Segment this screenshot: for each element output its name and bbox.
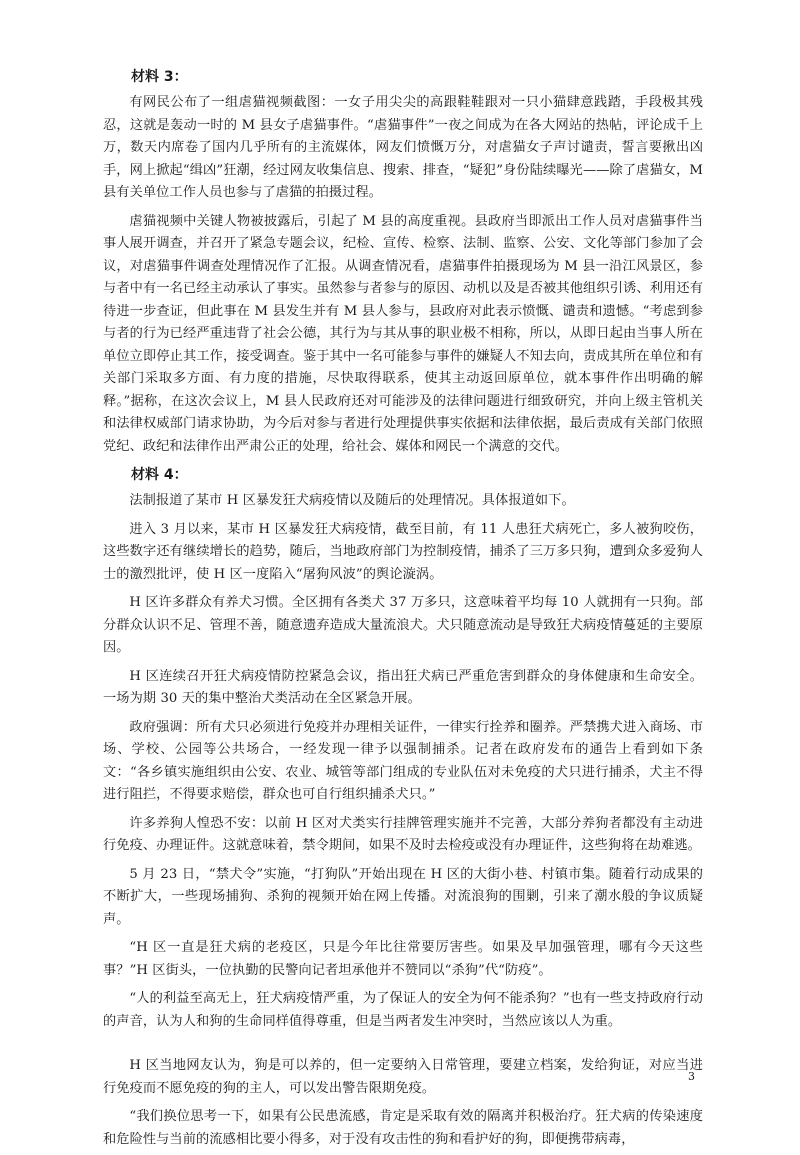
material-4-paragraph-10: H 区当地网友认为，狗是可以养的，但一定要纳入日常管理，要建立档案，发给狗证，对应当进行免疫而不愿免疫的狗的主人，可以发出警告限期免疫。 — [103, 1058, 703, 1096]
material-3-paragraph-1: 有网民公布了一组虐猫视频截图：一女子用尖尖的高跟鞋鞋跟对一只小猫肆意践踏，手段极其残忍，这就是轰动一时的 M 县女子虐猫事件。“虐猫事件”一夜之间成为在各大网站的热帖，评论成千上万，数天内席卷了国内几乎所有的主流媒体，网友们愤慨万分，对虐猫女子声讨谴责，誓言要揪出凶手，网上掀起“缉凶”狂潮，经过网友收集信息、搜索、排查，“疑犯”身份陆续曝光——除了虐猫女，M 县有关单位工作人员也参与了虐猫的拍摄过程。 — [103, 95, 703, 200]
material-4-paragraph-2: 进入 3 月以来，某市 H 区暴发狂犬病疫情，截至目前，有 11 人患狂犬病死亡，多人被狗咬伤，这些数字还有继续增长的趋势，随后，当地政府部门为控制疫情，捕杀了三万多只狗，遭到众多爱狗人士的激烈批评，使 H 区一度陷入“屠狗风波”的舆论漩涡。 — [103, 521, 703, 582]
material-4-paragraph-4: H 区连续召开狂犬病疫情防控紧急会议，指出狂犬病已严重危害到群众的身体健康和生命安全。一场为期 30 天的集中整治犬类活动在全区紧急开展。 — [103, 668, 703, 706]
material-4-paragraph-3: H 区许多群众有养犬习惯。全区拥有各类犬 37 万多只，这意味着平均每 10 人就拥有一只狗。部分群众认识不足、管理不善，随意遗弃造成大量流浪犬。犬只随意流动是导致狂犬病疫情蔓延的主要原因。 — [103, 595, 703, 655]
material-4-paragraph-8: “H 区一直是狂犬病的老疫区，只是今年比往常要厉害些。如果及早加强管理，哪有今天这些事？”H 区街头，一位执勤的民警向记者坦承他并不赞同以“杀狗”代“防疫”。 — [103, 940, 703, 978]
material-4-heading: 材料 4： — [131, 467, 188, 483]
material-4-paragraph-5: 政府强调：所有犬只必须进行免疫并办理相关证件，一律实行拴养和圈养。严禁携犬进入商场、市场、学校、公园等公共场合，一经发现一律予以强制捕杀。记者在政府发布的通告上看到如下条文：“各乡镇实施组织由公安、农业、城管等部门组成的专业队伍对未免疫的犬只进行捕杀，犬主不得进行阻拦，不得要求赔偿，群众也可自行组织捕杀犬只。” — [103, 719, 703, 802]
material-3-paragraph-2: 虐猫视频中关键人物被披露后，引起了 M 县的高度重视。县政府当即派出工作人员对虐猫事件当事人展开调查，并召开了紧急专题会议，纪检、宣传、检察、法制、监察、公安、文化等部门参加了会议，对虐猫事件调查处理情况作了汇报。从调查情况看，虐猫事件拍摄现场为 M 县一沿江风景区，参与者中有一名已经主动承认了事实。虽然参与者参与的原因、动机以及是否被其他组织引诱、利用还有待进一步查证，但此事在 M 县发生并有 M 县人参与，县政府对此表示愤慨、谴责和遗憾。“考虑到参与者的行为已经严重违背了社会公德，其行为与其从事的职业极不相称，所以，从即日起由当事人所在单位立即停止其工作，接受调查。鉴于其中一名可能参与事件的嫌疑人不知去向，责成其所在单位和有关部门采取多方面、有力度的措施，尽快取得联系，使其主动返回原单位，就本事件作出明确的解释。”据称，在这次会议上，M 县人民政府还对可能涉及的法律问题进行细致研究，并向上级主管机关和法律权威部门请求协助，为今后对参与者进行处理提供事实依据和法律依据，最后责成有关部门依照党纪、政纪和法律作出严肃公正的处理，给社会、媒体和网民一个满意的交代。 — [103, 213, 703, 454]
material-4-paragraph-6: 许多养狗人惶恐不安：以前 H 区对犬类实行挂牌管理实施并不完善，大部分养狗者都没有主动进行免疫、办理证件。这就意味着，禁令期间，如果不及时去检疫或没有办理证件，这些狗将在劫难逃。 — [103, 815, 703, 853]
page-number: 3 — [688, 1070, 695, 1083]
paragraph-gap — [103, 1039, 703, 1055]
material-4-paragraph-11: “我们换位思考一下，如果有公民患流感，肯定是采取有效的隔离并积极治疗。狂犬病的传染速度和危险性与当前的流感相比要小得多，对于没有攻击性的狗和看护好的狗，即便携带病毒， — [103, 1109, 703, 1147]
material-3-heading: 材料 3： — [131, 69, 188, 85]
material-4-paragraph-7: 5 月 23 日，“禁犬令”实施，“打狗队”开始出现在 H 区的大街小巷、村镇市集。随着行动成果的不断扩大，一些现场捕狗、杀狗的视频开始在网上传播。对流浪狗的围剿，引来了潮水般的争议质疑声。 — [103, 866, 703, 927]
material-4-paragraph-9: “人的利益至高无上，狂犬病疫情严重，为了保证人的安全为何不能杀狗？”也有一些支持政府行动的声音，认为人和狗的生命同样值得尊重，但是当两者发生冲突时，当然应该以人为重。 — [103, 991, 703, 1029]
page-content — [103, 66, 703, 1155]
material-4-paragraph-1: 法制报道了某市 H 区暴发狂犬病疫情以及随后的处理情况。具体报道如下。 — [129, 493, 575, 508]
